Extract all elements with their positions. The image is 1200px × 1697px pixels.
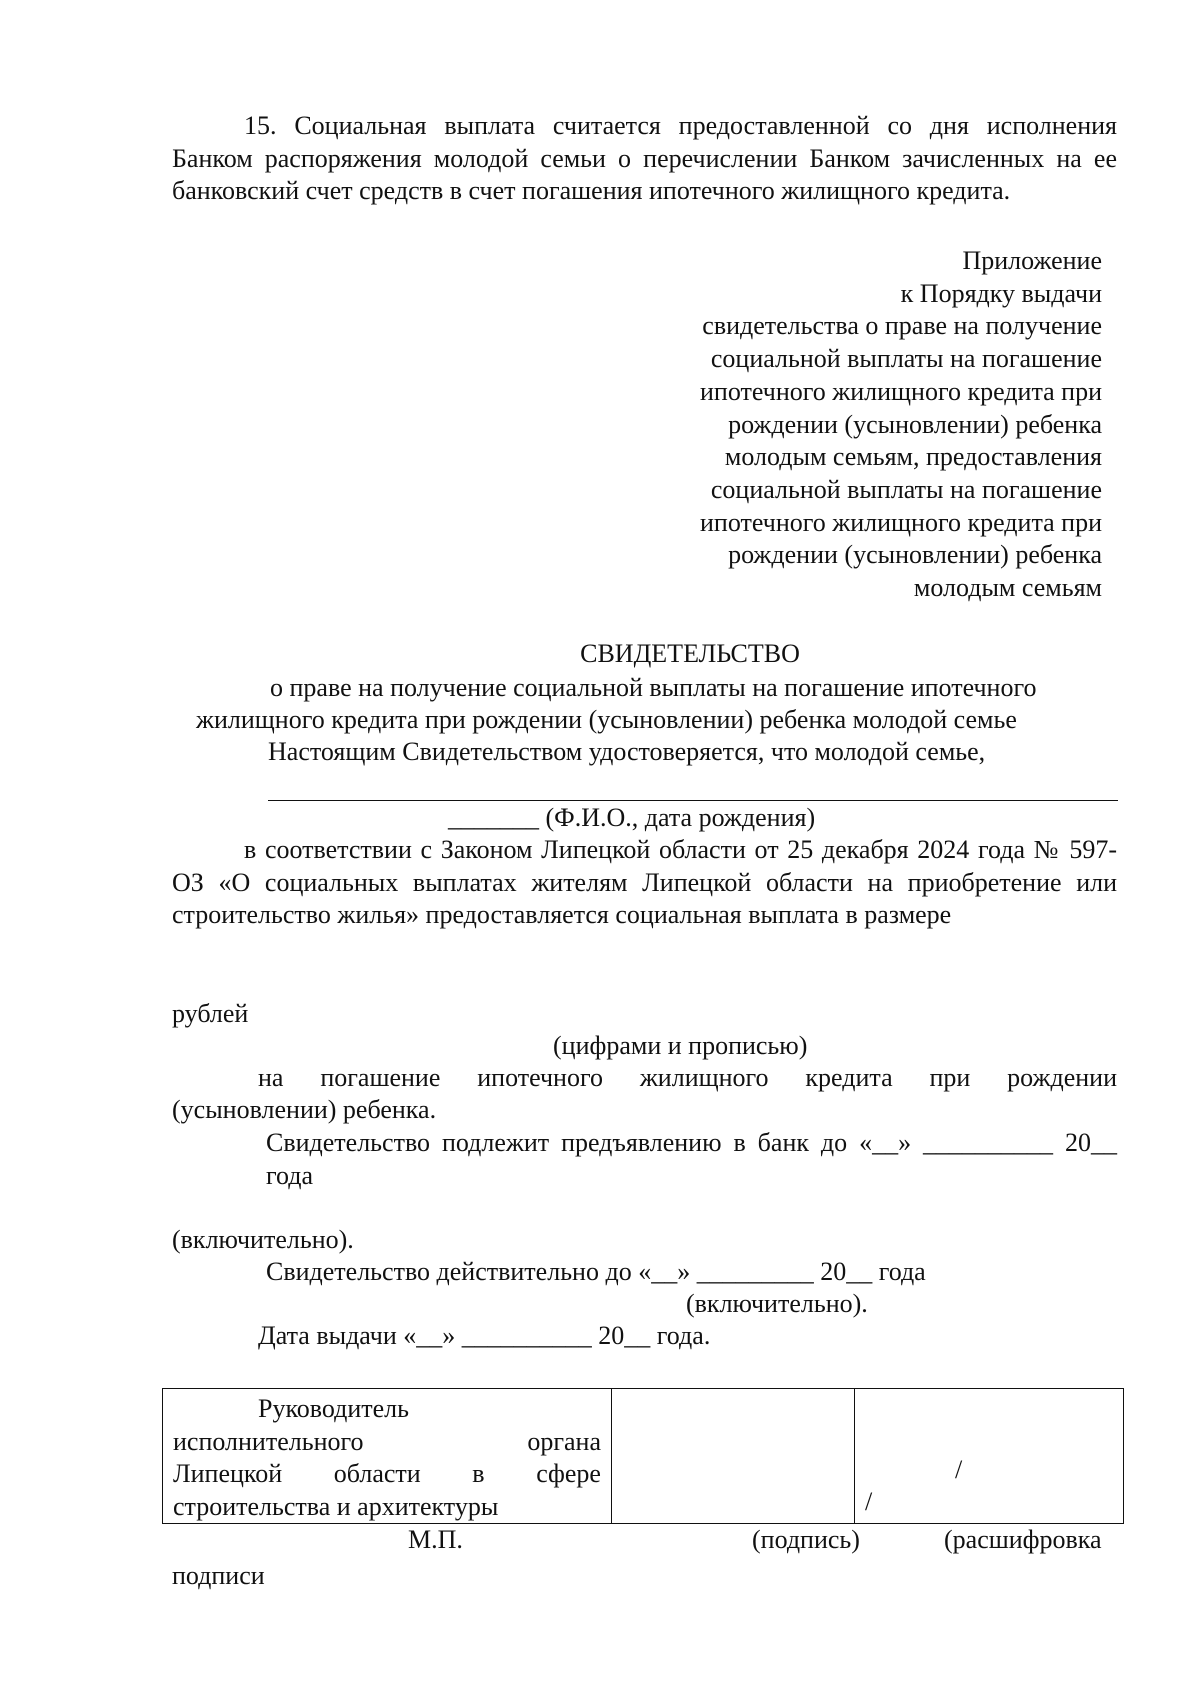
law-text: в соответствии с Законом Липецкой области от 25 декабря 2024 года № 597-ОЗ «О социальных выплатах жителям Липецкой области на приобретение или строительство жилья» предоставляется социальная выплата в размере xyxy=(172,835,1117,929)
appendix-line: свидетельства о праве на получение xyxy=(702,311,1102,341)
purpose-word: погашение xyxy=(320,1063,441,1092)
signature-label: (подпись) xyxy=(752,1525,860,1554)
slash-mark: / xyxy=(955,1455,963,1484)
purpose-word: жилищного xyxy=(639,1063,769,1092)
inclusive-1: (включительно). xyxy=(172,1225,354,1254)
inclusive-2: (включительно). xyxy=(686,1289,868,1318)
slash-mark: / xyxy=(865,1487,873,1516)
issue-date: Дата выдачи «__» __________ 20__ года. xyxy=(258,1321,711,1350)
purpose-word: на xyxy=(258,1063,284,1092)
appendix-line: рождении (усыновлении) ребенка xyxy=(728,540,1102,570)
appendix-line: социальной выплаты на погашение xyxy=(710,474,1102,504)
role-line: строительства и архитектуры xyxy=(173,1491,499,1521)
purpose-word: ипотечного xyxy=(477,1063,603,1092)
signatory-role-cell xyxy=(163,1389,612,1524)
fio-hint: _______ (Ф.И.О., дата рождения) xyxy=(448,803,816,832)
decode-label-end: подписи xyxy=(172,1561,265,1590)
appendix-line: рождении (усыновлении) ребенка xyxy=(728,409,1102,439)
appendix-line: Приложение xyxy=(962,246,1102,275)
purpose-word: при xyxy=(929,1063,971,1092)
purpose-word: рождении xyxy=(1007,1063,1117,1092)
appendix-line: ипотечного жилищного кредита при xyxy=(700,376,1102,406)
certificate-intro: Настоящим Свидетельством удостоверяется, что молодой семье, xyxy=(268,737,986,766)
signature-cell xyxy=(612,1389,855,1524)
purpose-end: (усыновлении) ребенка. xyxy=(172,1095,437,1124)
appendix-header xyxy=(700,245,1102,605)
decode-label: (расшифровка xyxy=(944,1525,1102,1554)
rubles-label: рублей xyxy=(172,999,249,1028)
certificate-title: СВИДЕТЕЛЬСТВО xyxy=(580,639,800,668)
fio-line xyxy=(268,800,1118,801)
role-line: Руководитель xyxy=(258,1394,409,1423)
valid-until-text: Свидетельство действительно до «__» _________ 20__ года xyxy=(266,1257,926,1286)
role-line: исполнительного органа xyxy=(173,1426,601,1456)
purpose-line xyxy=(258,1062,1117,1094)
signature-decode-cell xyxy=(855,1389,1124,1524)
certificate-subtitle-1: о праве на получение социальной выплаты на погашение ипотечного xyxy=(270,673,1037,702)
amount-hint: (цифрами и прописью) xyxy=(553,1031,808,1060)
signature-table xyxy=(162,1388,1124,1524)
appendix-line: ипотечного жилищного кредита при xyxy=(700,507,1102,537)
appendix-line: молодым семьям xyxy=(913,573,1102,603)
clause-15: 15. Социальная выплата считается предоставленной со дня исполнения Банком распоряжения молодой семьи о перечислении Банком зачисленных на ее банковский счет средств в счет погашения ипотечного жилищного кредита. xyxy=(172,111,1117,205)
appendix-line: к Порядку выдачи xyxy=(900,278,1102,308)
bank-deadline-text: Свидетельство подлежит предъявлению в банк до «__» __________ 20__ года xyxy=(266,1128,1117,1190)
certificate-subtitle-2: жилищного кредита при рождении (усыновлении) ребенка молодой семье xyxy=(196,705,1017,734)
purpose-word: кредита xyxy=(805,1063,893,1092)
appendix-line: молодым семьям, предоставления xyxy=(724,442,1102,472)
stamp-label: М.П. xyxy=(408,1525,463,1554)
appendix-line: социальной выплаты на погашение xyxy=(710,344,1102,374)
role-line: Липецкой области в сфере xyxy=(173,1459,601,1488)
